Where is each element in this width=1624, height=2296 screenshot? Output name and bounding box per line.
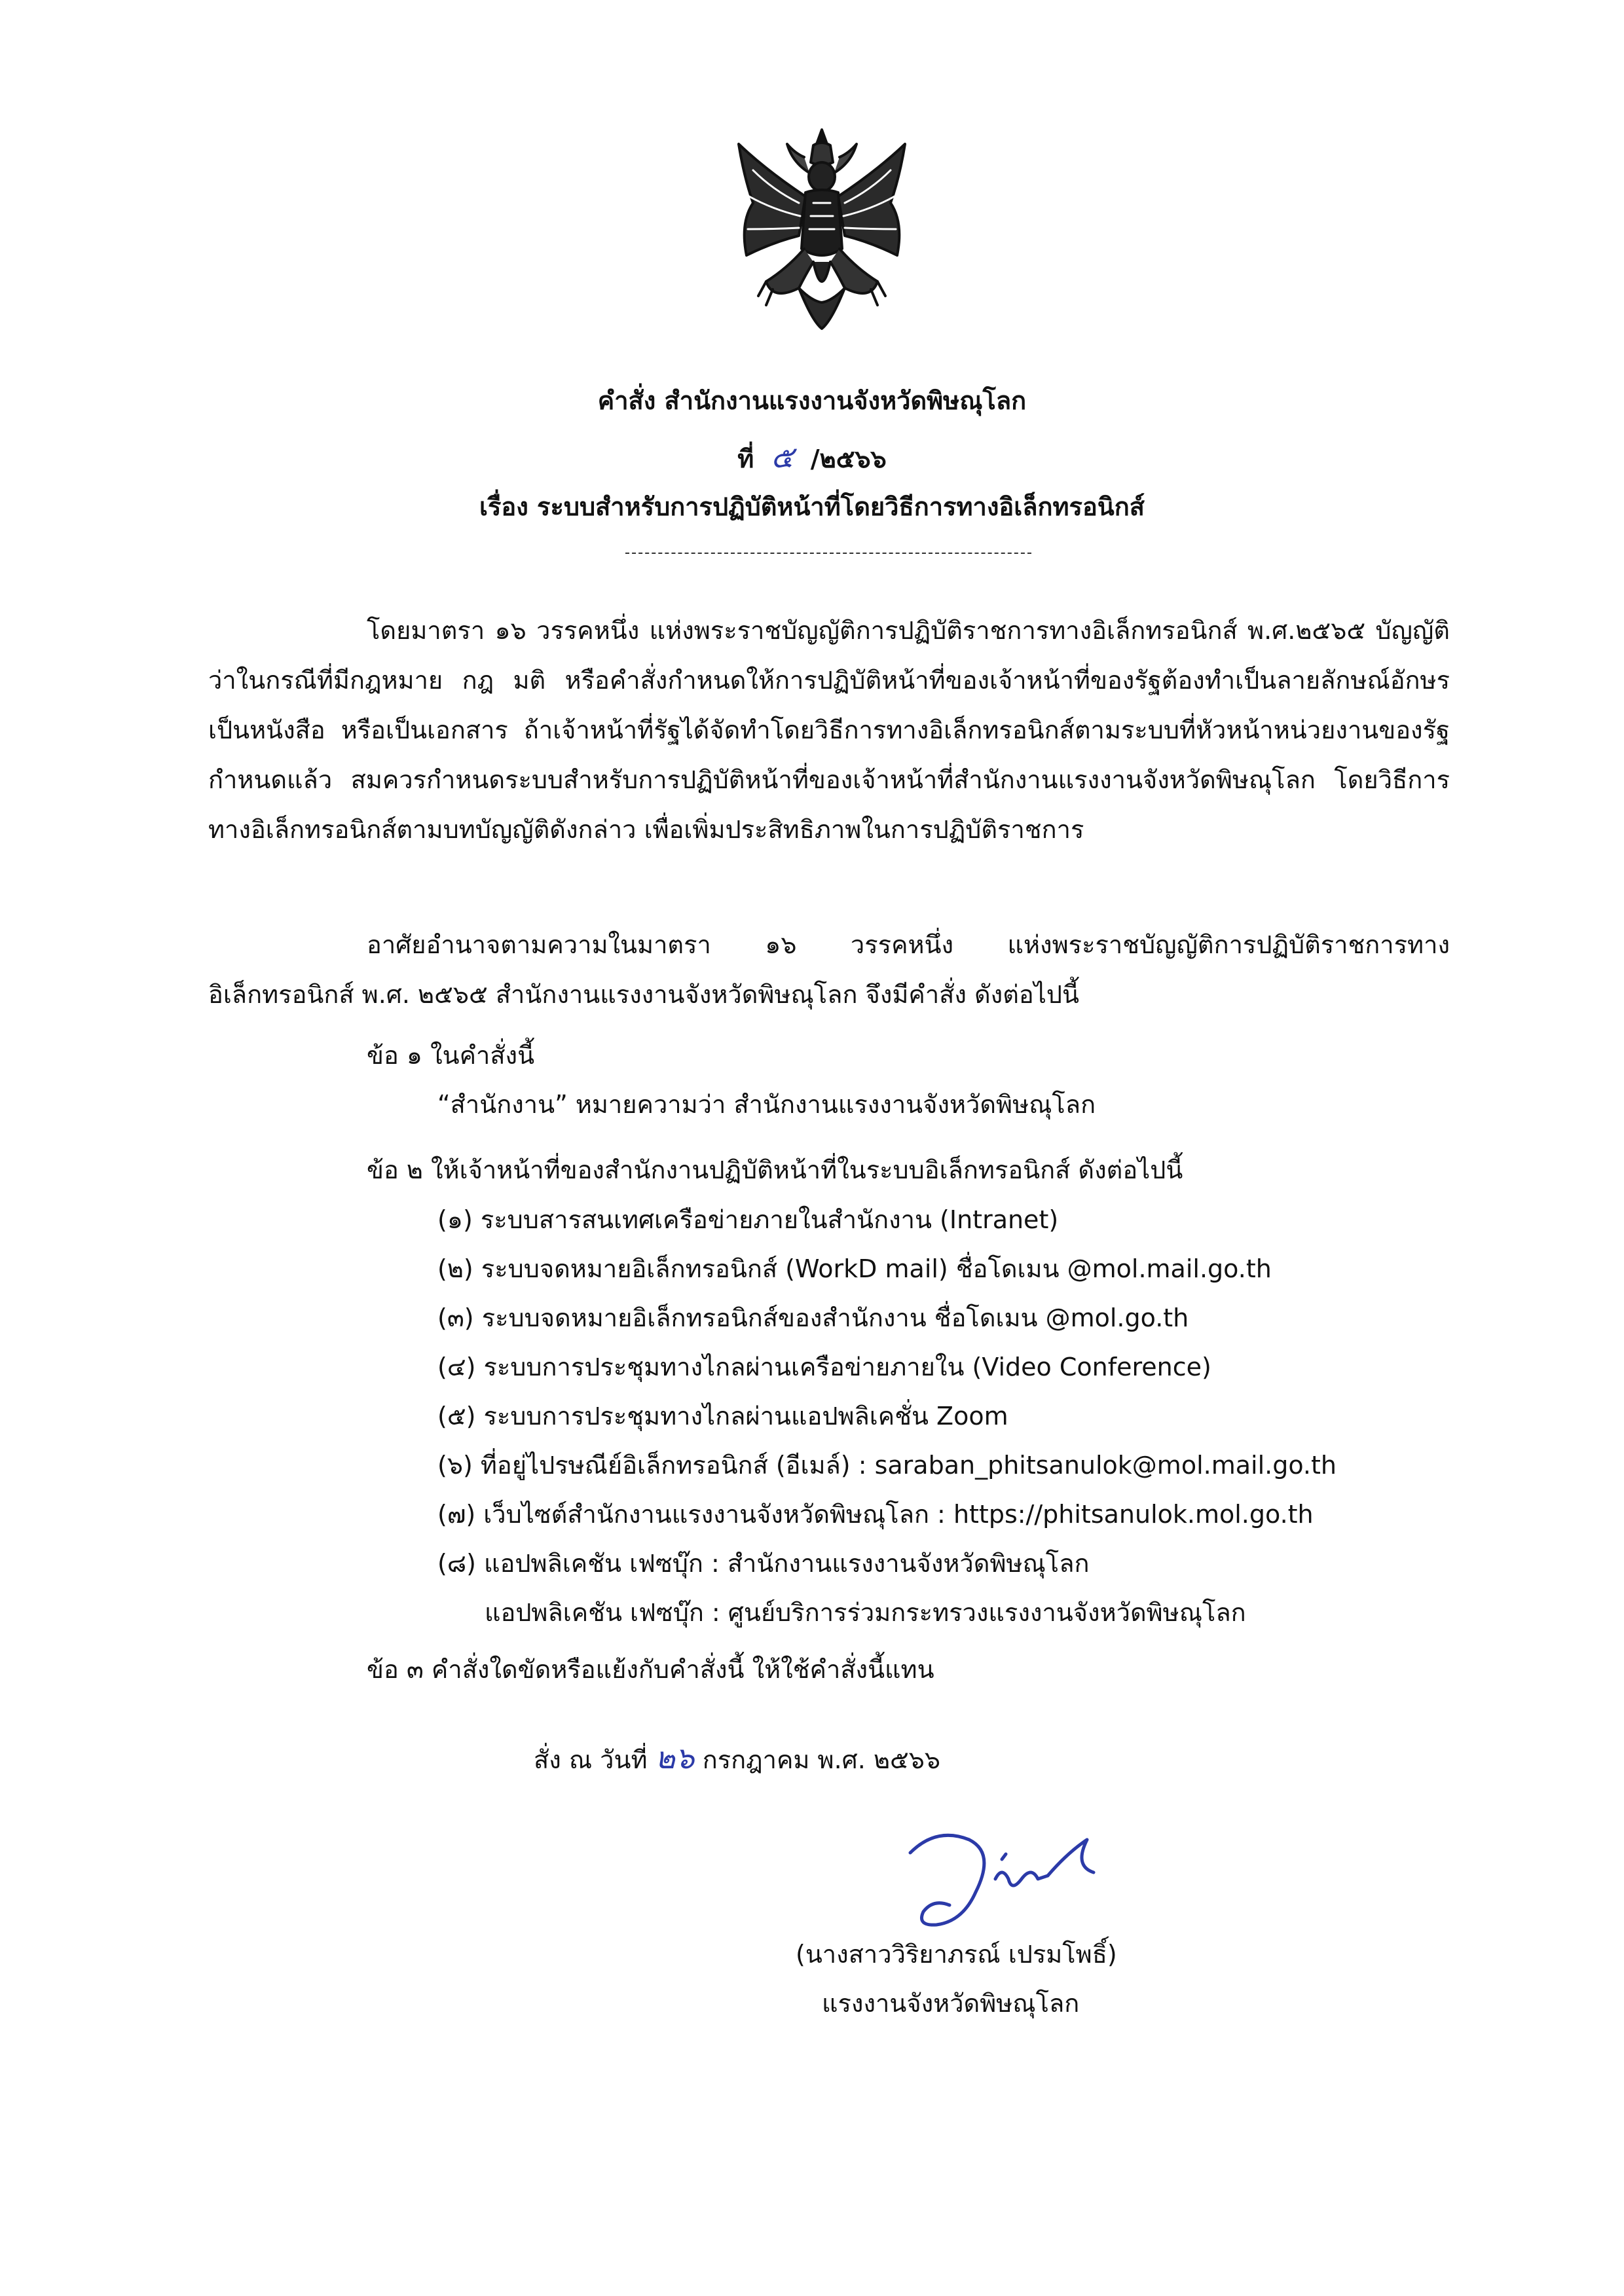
ordered-day-handwritten: ๒๖ bbox=[655, 1740, 695, 1776]
clause-1-definition: “สำนักงาน” หมายความว่า สำนักงานแรงงานจังหวัดพิษณุโลก bbox=[437, 1090, 1096, 1119]
order-title: คำสั่ง สำนักงานแรงงานจังหวัดพิษณุโลก bbox=[597, 386, 1027, 415]
preamble-paragraph: โดยมาตรา ๑๖ วรรคหนึ่ง แห่งพระราชบัญญัติการปฏิบัติราชการทางอิเล็กทรอนิกส์ พ.ศ.๒๕๖๕ บัญญัติว่าในกรณีที่มีกฎหมาย กฎ มติ หรือคำสั่งกำหนดให้การปฏิบัติหน้าที่ของเจ้าหน้าที่ของรัฐต้องทำเป็นลายลักษณ์อักษร เป็นหนังสือ หรือเป็นเอกสาร ถ้าเจ้าหน้าที่รัฐได้จัดทำโดยวิธีการทางอิเล็กทรอนิกส์ตามระบบที่หัวหน้าหน่วยงานของรัฐกำหนดแล้ว สมควรกำหนดระบบสำหรับการปฏิบัติหน้าที่ของเจ้าหน้าที่สำนักงานแรงงานจังหวัดพิษณุโลก โดยวิธีการทางอิเล็กทรอนิกส์ตามบทบัญญัติดังกล่าว เพื่อเพิ่มประสิทธิภาพในการปฏิบัติราชการ bbox=[208, 616, 1450, 844]
signatory-name: (นางสาววิริยาภรณ์ เปรมโพธิ์) bbox=[796, 1940, 1117, 1969]
clause-2-item-continued: แอปพลิเคชัน เฟซบุ๊ก : ศูนย์บริการร่วมกระทรวงแรงงานจังหวัดพิษณุโลก bbox=[485, 1598, 1246, 1627]
clause-2-item: (๓) ระบบจดหมายอิเล็กทรอนิกส์ของสำนักงาน ชื่อโดเมน @mol.go.th bbox=[437, 1303, 1189, 1332]
authority-paragraph: อาศัยอำนาจตามความในมาตรา ๑๖ วรรคหนึ่ง แห่งพระราชบัญญัติการปฏิบัติราชการทางอิเล็กทรอนิกส์ พ.ศ. ๒๕๖๕ สำนักงานแรงงานจังหวัดพิษณุโลก จึงมีคำสั่ง ดังต่อไปนี้ bbox=[208, 930, 1450, 1009]
clause-2-item: (๕) ระบบการประชุมทางไกลผ่านแอปพลิเคชั่น Zoom bbox=[437, 1402, 1008, 1430]
clause-1: ข้อ ๑ ในคำสั่งนี้ bbox=[367, 1041, 535, 1070]
order-number-year: /๒๕๖๖ bbox=[810, 445, 887, 473]
divider-rule bbox=[625, 553, 1031, 554]
order-number-handwritten: ๕ bbox=[771, 439, 794, 475]
clause-2-item: (๑) ระบบสารสนเทศเครือข่ายภายในสำนักงาน (Intranet) bbox=[437, 1205, 1059, 1234]
order-subject: เรื่อง ระบบสำหรับการปฏิบัติหน้าที่โดยวิธีการทางอิเล็กทรอนิกส์ bbox=[479, 492, 1145, 521]
signatory-position: แรงงานจังหวัดพิษณุโลก bbox=[822, 1989, 1080, 2018]
order-number-prefix: ที่ bbox=[737, 445, 754, 473]
clause-2-item: (๒) ระบบจดหมายอิเล็กทรอนิกส์ (WorkD mail) ชื่อโดเมน @mol.mail.go.th bbox=[437, 1254, 1272, 1283]
clause-2-item: (๗) เว็บไซต์สำนักงานแรงงานจังหวัดพิษณุโลก : https://phitsanulok.mol.go.th bbox=[437, 1500, 1314, 1529]
handwritten-signature bbox=[897, 1813, 1100, 1938]
clause-2-item: (๔) ระบบการประชุมทางไกลผ่านเครือข่ายภายใน (Video Conference) bbox=[437, 1353, 1211, 1381]
clause-2-item: (๖) ที่อยู่ไปรษณีย์อิเล็กทรอนิกส์ (อีเมล์) : saraban_phitsanulok@mol.mail.go.th bbox=[437, 1451, 1337, 1480]
clause-3: ข้อ ๓ คำสั่งใดขัดหรือแย้งกับคำสั่งนี้ ให้ใช้คำสั่งนี้แทน bbox=[367, 1655, 934, 1684]
garuda-emblem-icon bbox=[727, 124, 917, 334]
ordered-date bbox=[534, 1741, 940, 1776]
ordered-date-prefix: สั่ง ณ วันที่ bbox=[534, 1745, 648, 1774]
ordered-date-month-year: กรกฎาคม พ.ศ. ๒๕๖๖ bbox=[702, 1745, 941, 1774]
clause-2-item: (๘) แอปพลิเคชัน เฟซบุ๊ก : สำนักงานแรงงานจังหวัดพิษณุโลก bbox=[437, 1549, 1090, 1578]
clause-2: ข้อ ๒ ให้เจ้าหน้าที่ของสำนักงานปฏิบัติหน้าที่ในระบบอิเล็กทรอนิกส์ ดังต่อไปนี้ bbox=[367, 1156, 1183, 1184]
order-number bbox=[0, 437, 1624, 479]
